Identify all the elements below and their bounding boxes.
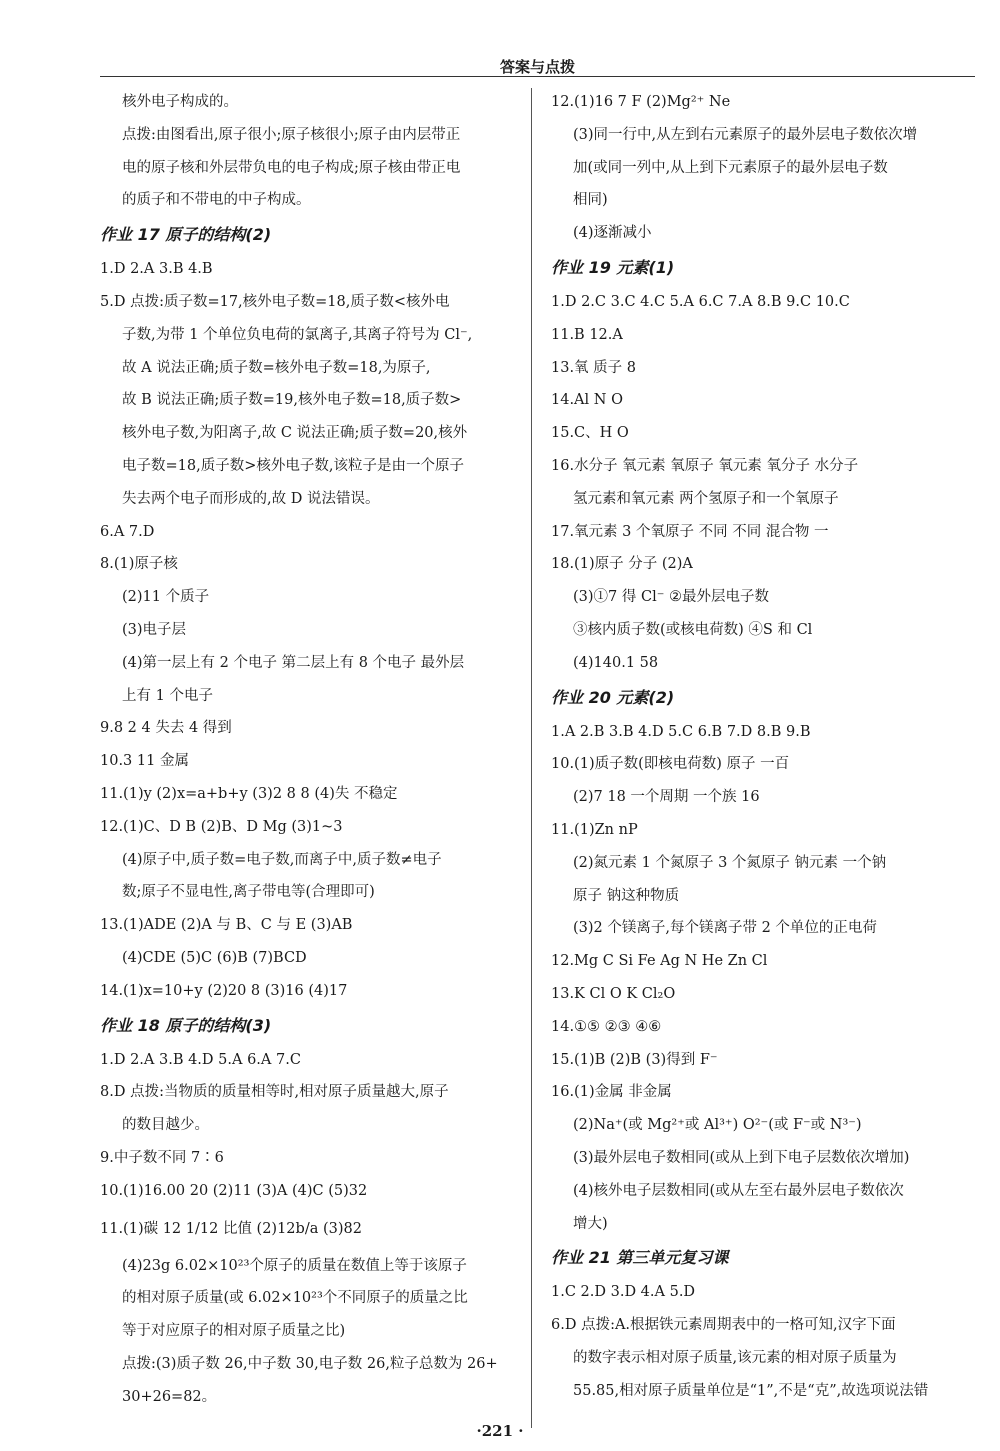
answer-line: 10.3 11 金属 [100, 753, 189, 770]
answer-line: 等于对应原子的相对原子质量之比) [122, 1323, 346, 1340]
answer-line: (4)23g 6.02×10²³个原子的质量在数值上等于该原子 [122, 1257, 467, 1274]
answer-line: 14.(1)x=10+y (2)20 8 (3)16 (4)17 [100, 982, 348, 999]
answer-line: 上有 1 个电子 [122, 687, 213, 704]
answer-line: 14.Al N O [551, 392, 623, 409]
answer-line: 核外电子数,为阳离子,故 C 说法正确;质子数=20,核外 [122, 425, 468, 442]
answer-line: 的质子和不带电的中子构成。 [122, 192, 311, 209]
section-heading: 作业 20 元素(2) [551, 687, 675, 707]
answer-line: 加(或同一列中,从上到下元素原子的最外层电子数 [573, 159, 888, 176]
answer-line: 11.B 12.A [551, 326, 623, 343]
answer-line: 1.D 2.A 3.B 4.B [100, 261, 213, 278]
answer-line: (3)电子层 [122, 621, 187, 638]
answer-line: ③核内质子数(或核电荷数) ④S 和 Cl [573, 621, 813, 638]
section-heading: 作业 18 原子的结构(3) [100, 1015, 272, 1035]
answer-line: (3)最外层电子数相同(或从上到下电子层数依次增加) [573, 1149, 910, 1166]
answer-line: 12.(1)16 7 F (2)Mg²⁺ Ne [551, 94, 731, 110]
answer-line: 13.氧 质子 8 [551, 359, 637, 376]
answer-line: 9.中子数不同 7∶6 [100, 1149, 224, 1166]
page-header: 答案与点拨 [499, 58, 575, 76]
answer-line: 5.D 点拨:质子数=17,核外电子数=18,质子数<核外电 [100, 293, 450, 310]
header-rule [100, 76, 975, 77]
answer-line: 的相对原子质量(或 6.02×10²³个不同原子的质量之比 [122, 1290, 468, 1307]
answer-line: 点拨:由图看出,原子很小;原子核很小;原子由内层带正 [122, 126, 461, 143]
answer-line: (4)原子中,质子数=电子数,而离子中,质子数≠电子 [122, 851, 442, 868]
answer-line: 1.D 2.C 3.C 4.C 5.A 6.C 7.A 8.B 9.C 10.C [551, 293, 850, 310]
answer-line: (3)同一行中,从左到右元素原子的最外层电子数依次增 [573, 126, 918, 143]
answer-line: (2)氮元素 1 个氮原子 3 个氮原子 钠元素 一个钠 [573, 854, 887, 871]
answer-line: 18.(1)原子 分子 (2)A [551, 556, 693, 573]
answer-line: 10.(1)16.00 20 (2)11 (3)A (4)C (5)32 [100, 1182, 368, 1199]
answer-line: 数;原子不显电性,离子带电等(合理即可) [122, 884, 375, 901]
answer-line: 电的原子核和外层带负电的电子构成;原子核由带正电 [122, 159, 461, 176]
answer-line: 点拨:(3)质子数 26,中子数 30,电子数 26,粒子总数为 26+ [122, 1355, 498, 1372]
answer-line: 故 B 说法正确;质子数=19,核外电子数=18,质子数> [122, 392, 462, 409]
answer-line: 15.C、H O [551, 425, 629, 442]
answer-line: (2)7 18 一个周期 一个族 16 [573, 789, 760, 806]
answer-line: 电子数=18,质子数>核外电子数,该粒子是由一个原子 [122, 457, 464, 474]
answer-line: 8.D 点拨:当物质的质量相等时,相对原子质量越大,原子 [100, 1084, 449, 1101]
answer-line: (2)11 个质子 [122, 589, 210, 606]
answer-line: 12.(1)C、D B (2)B、D Mg (3)1~3 [100, 818, 343, 835]
answer-line: (2)Na⁺(或 Mg²⁺或 Al³⁺) O²⁻(或 F⁻或 N³⁻) [573, 1117, 862, 1134]
answer-line: 的数目越少。 [122, 1117, 209, 1134]
answer-line: (4)第一层上有 2 个电子 第二层上有 8 个电子 最外层 [122, 654, 465, 671]
answer-line: 氢元素和氧元素 两个氢原子和一个氧原子 [573, 490, 839, 507]
answer-line: 55.85,相对原子质量单位是“1”,不是“克”,故选项说法错 [573, 1382, 929, 1399]
column-divider [531, 88, 532, 1428]
answer-line: 6.D 点拨:A.根据铁元素周期表中的一格可知,汉字下面 [551, 1317, 896, 1334]
answer-line: 12.Mg C Si Fe Ag N He Zn Cl [551, 953, 768, 970]
answer-line: (4)CDE (5)C (6)B (7)BCD [122, 949, 307, 966]
answer-line: 16.水分子 氧元素 氧原子 氧元素 氧分子 水分子 [551, 457, 859, 474]
answer-line: 8.(1)原子核 [100, 556, 178, 573]
answer-line: 6.A 7.D [100, 523, 155, 540]
answer-line: 11.(1)Zn nP [551, 821, 638, 838]
answer-line: 原子 钠这种物质 [573, 887, 680, 904]
section-heading: 作业 19 元素(1) [551, 257, 675, 277]
answer-line: 13.K Cl O K Cl₂O [551, 985, 676, 1002]
answer-line: 11.(1)y (2)x=a+b+y (3)2 8 8 (4)失 不稳定 [100, 785, 398, 802]
answer-line: 故 A 说法正确;质子数=核外电子数=18,为原子, [122, 359, 431, 376]
answer-line: 相同) [573, 192, 608, 209]
answer-line: (3)①7 得 Cl⁻ ②最外层电子数 [573, 589, 769, 606]
page-number: ·221 · [476, 1422, 524, 1440]
answer-line: 10.(1)质子数(即核电荷数) 原子 一百 [551, 756, 790, 773]
answer-line: (4)逐渐减小 [573, 225, 652, 242]
left-column [100, 86, 520, 1413]
answer-line: 11.(1)碳 12 1/12 比值 (2)12b/a (3)82 [100, 1220, 362, 1237]
answer-line: 16.(1)金属 非金属 [551, 1084, 672, 1101]
section-heading: 作业 21 第三单元复习课 [551, 1248, 729, 1268]
answer-line: 1.C 2.D 3.D 4.A 5.D [551, 1284, 696, 1301]
answer-line: (4)核外电子层数相同(或从左至右最外层电子数依次 [573, 1182, 904, 1199]
answer-line: 增大) [573, 1215, 608, 1232]
answer-line: 13.(1)ADE (2)A 与 B、C 与 E (3)AB [100, 917, 353, 934]
answer-line: (4)140.1 58 [573, 654, 659, 671]
section-heading: 作业 17 原子的结构(2) [100, 225, 272, 245]
answer-line: 核外电子构成的。 [122, 94, 238, 110]
answer-line: 1.A 2.B 3.B 4.D 5.C 6.B 7.D 8.B 9.B [551, 723, 811, 740]
right-column [551, 86, 975, 1407]
answer-line: 15.(1)B (2)B (3)得到 F⁻ [551, 1051, 718, 1068]
answer-line: 14.①⑤ ②③ ④⑥ [551, 1018, 662, 1035]
answer-line: 失去两个电子而形成的,故 D 说法错误。 [122, 490, 380, 507]
answer-line: 的数字表示相对原子质量,该元素的相对原子质量为 [573, 1349, 897, 1366]
answer-line: (3)2 个镁离子,每个镁离子带 2 个单位的正电荷 [573, 920, 877, 937]
answer-line: 30+26=82。 [122, 1388, 217, 1405]
answer-line: 9.8 2 4 失去 4 得到 [100, 720, 232, 737]
answer-line: 子数,为带 1 个单位负电荷的氯离子,其离子符号为 Cl⁻, [122, 326, 473, 343]
answer-line: 17.氧元素 3 个氧原子 不同 不同 混合物 一 [551, 523, 829, 540]
answer-line: 1.D 2.A 3.B 4.D 5.A 6.A 7.C [100, 1051, 301, 1068]
